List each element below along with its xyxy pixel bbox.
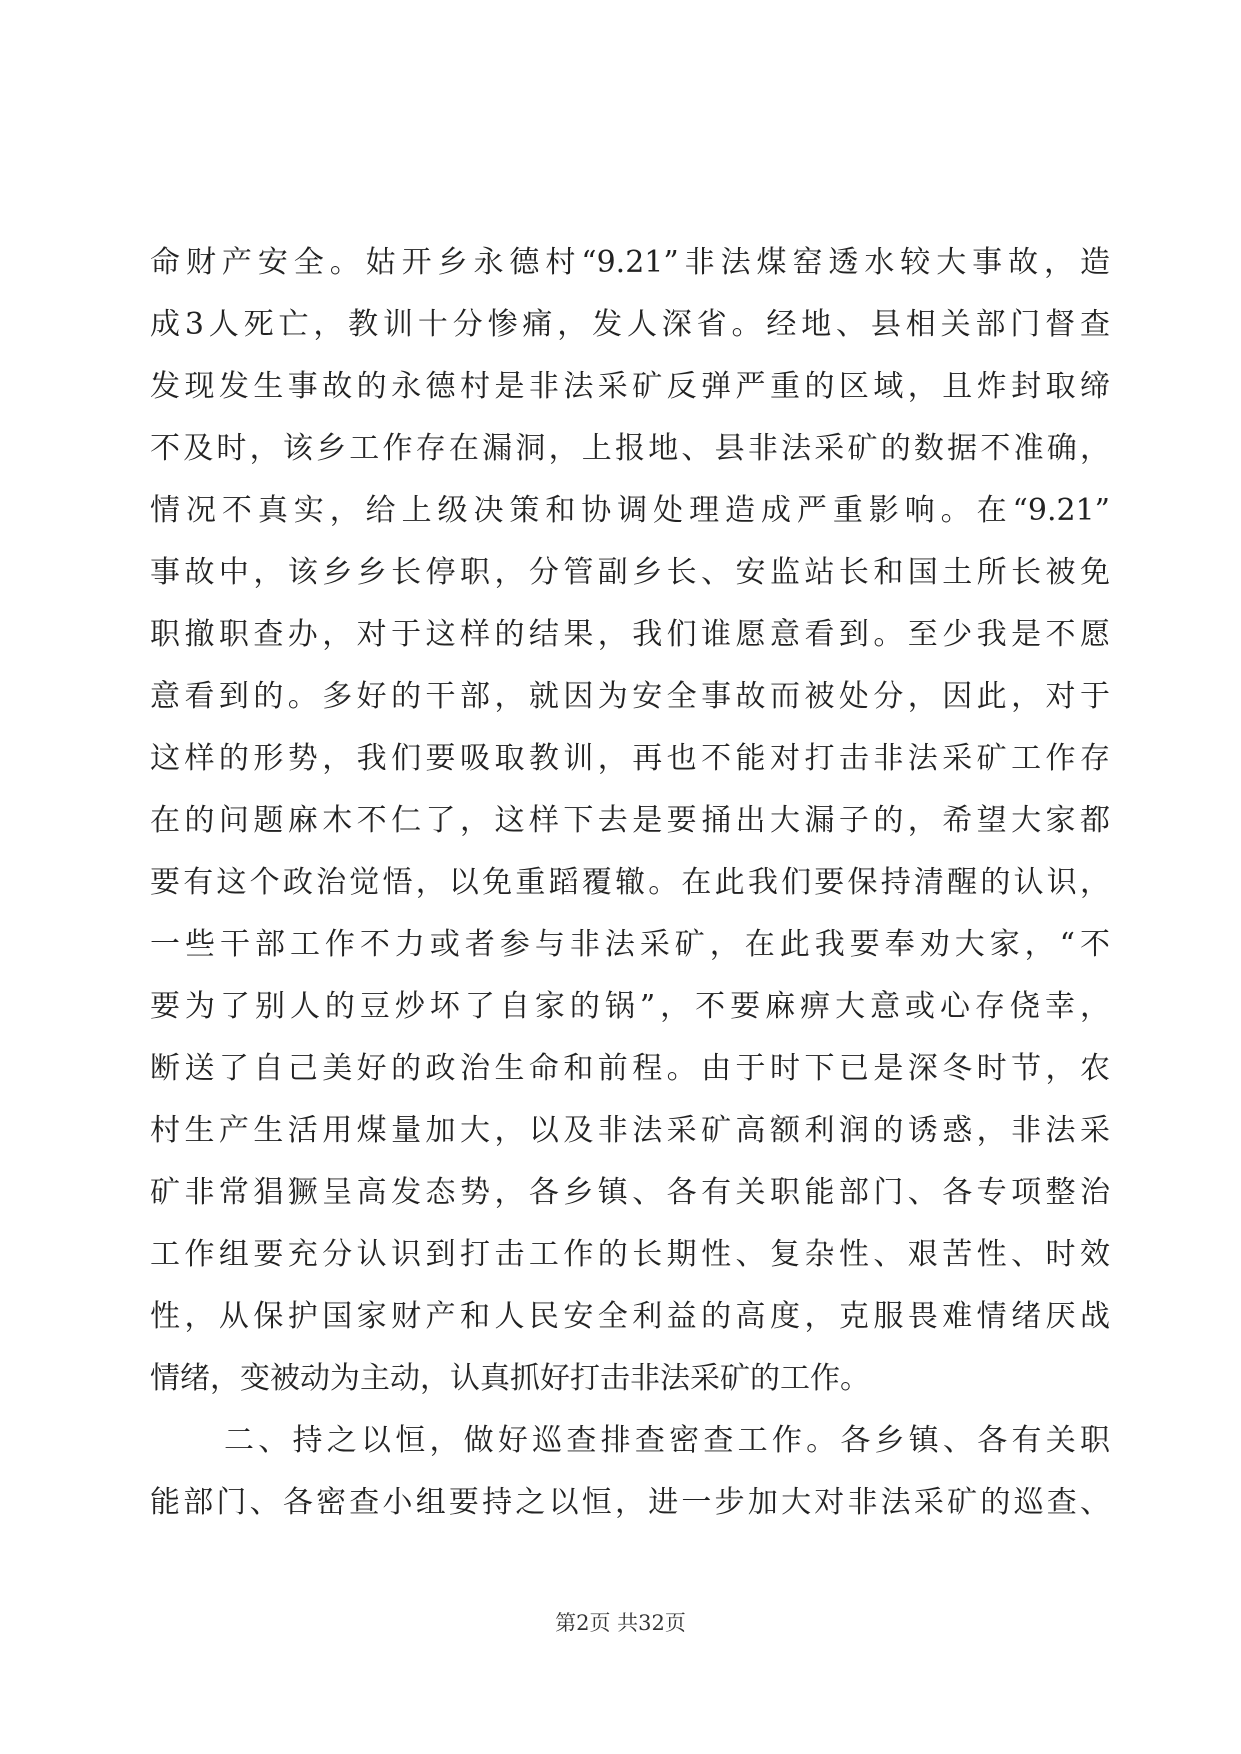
text-line: 要有这个政治觉悟，以免重蹈覆辙。在此我们要保持清醒的认识， <box>150 865 1110 900</box>
text-line: 村生产生活用煤量加大，以及非法采矿高额利润的诱惑，非法采 <box>150 1113 1110 1148</box>
text-line: 二、持之以恒，做好巡查排查密查工作。各乡镇、各有关职 <box>224 1423 1110 1458</box>
text-line: 不及时，该乡工作存在漏洞，上报地、县非法采矿的数据不准确， <box>150 431 1110 466</box>
text-line: 要为了别人的豆炒坏了自家的锅”，不要麻痹大意或心存侥幸， <box>150 989 1110 1024</box>
text-line: 断送了自己美好的政治生命和前程。由于时下已是深冬时节，农 <box>150 1051 1110 1086</box>
text-line: 性，从保护国家财产和人民安全利益的高度，克服畏难情绪厌战 <box>150 1299 1110 1334</box>
text-line: 工作组要充分认识到打击工作的长期性、复杂性、艰苦性、时效 <box>150 1237 1110 1272</box>
text-line: 能部门、各密查小组要持之以恒，进一步加大对非法采矿的巡查、 <box>150 1485 1110 1520</box>
text-line: 这样的形势，我们要吸取教训，再也不能对打击非法采矿工作存 <box>150 741 1110 776</box>
text-line: 职撤职查办，对于这样的结果，我们谁愿意看到。至少我是不愿 <box>150 617 1110 652</box>
text-line: 在的问题麻木不仁了，这样下去是要捅出大漏子的，希望大家都 <box>150 803 1110 838</box>
body-text <box>150 232 1110 1534</box>
text-line: 事故中，该乡乡长停职，分管副乡长、安监站长和国土所长被免 <box>150 555 1110 590</box>
text-line: 成3人死亡，教训十分惨痛，发人深省。经地、县相关部门督查 <box>150 307 1110 342</box>
text-line: 一些干部工作不力或者参与非法采矿，在此我要奉劝大家，“不 <box>150 927 1110 962</box>
text-line: 情绪，变被动为主动，认真抓好打击非法采矿的工作。 <box>150 1361 870 1396</box>
text-line: 命财产安全。姑开乡永德村“9.21”非法煤窑透水较大事故，造 <box>150 245 1110 280</box>
text-line: 发现发生事故的永德村是非法采矿反弹严重的区域，且炸封取缔 <box>150 369 1110 404</box>
page-number-footer: 第2页 共32页 <box>555 1611 686 1635</box>
text-line: 情况不真实，给上级决策和协调处理造成严重影响。在“9.21” <box>150 493 1110 528</box>
text-line: 矿非常猖獗呈高发态势，各乡镇、各有关职能部门、各专项整治 <box>150 1175 1110 1210</box>
text-line: 意看到的。多好的干部，就因为安全事故而被处分，因此，对于 <box>150 679 1110 714</box>
